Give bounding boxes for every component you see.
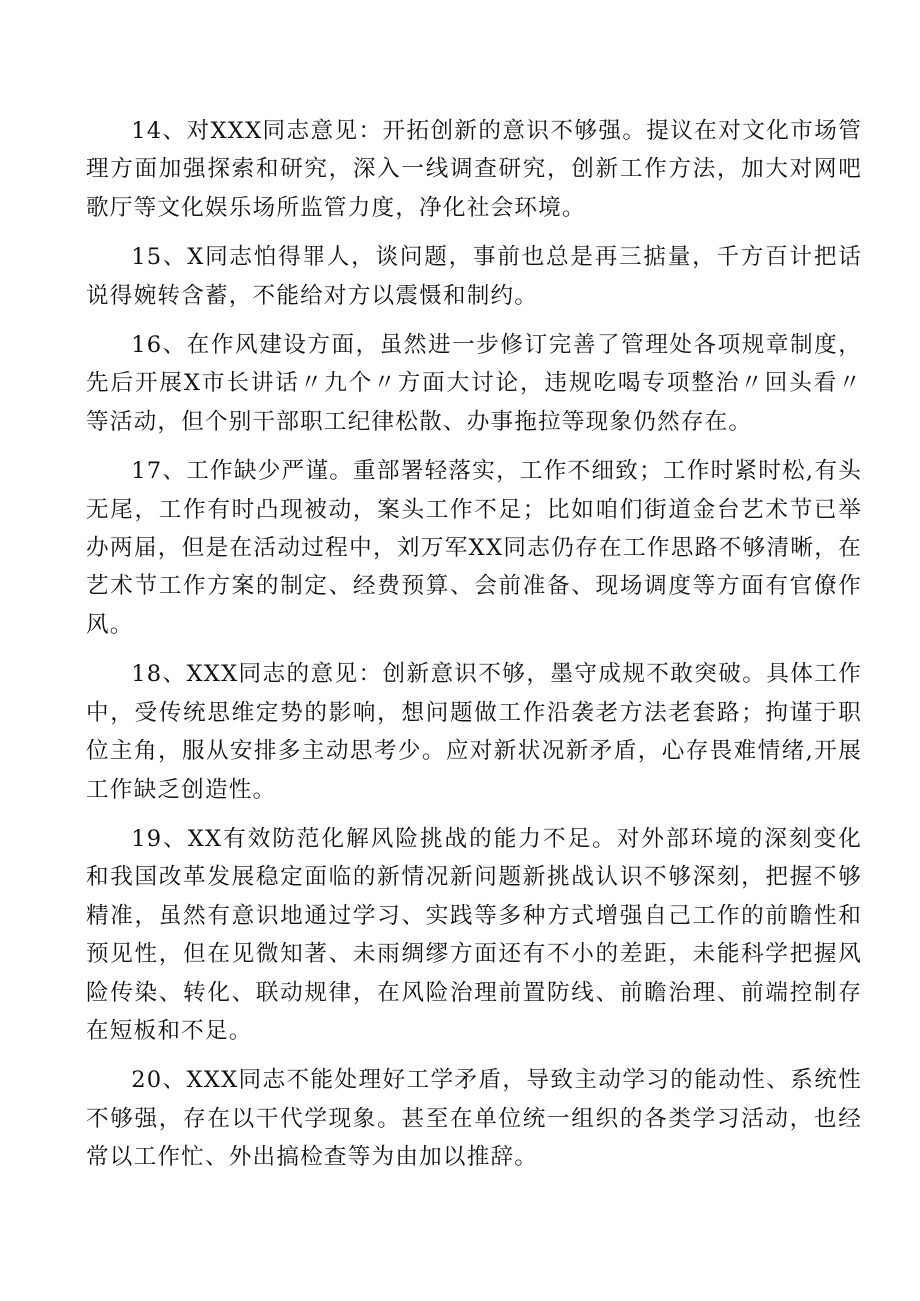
paragraph-17: 17、工作缺少严谨。重部署轻落实，工作不细致；工作时紧时松,有头无尾，工作有时凸现被动，案头工作不足；比如咱们街道金台艺术节已举办两届，但是在活动过程中，刘万军XX同志仍存在工作思路不够清晰，在艺术节工作方案的制定、经费预算、会前准备、现场调度等方面有官僚作风。: [86, 458, 862, 638]
paragraph-20: 20、XXX同志不能处理好工学矛盾，导致主动学习的能动性、系统性不够强，存在以干代学现象。甚至在单位统一组织的各类学习活动，也经常以工作忙、外出搞检查等为由加以推辞。: [86, 1067, 862, 1171]
paragraph-15: 15、X同志怕得罪人，谈问题，事前也总是再三掂量，千方百计把话说得婉转含蓄，不能给对方以震慑和制约。: [86, 244, 862, 309]
document-body: [86, 112, 862, 1188]
paragraph-14: 14、对XXX同志意见：开拓创新的意识不够强。提议在对文化市场管理方面加强探索和研究，深入一线调查研究，创新工作方法，加大对网吧歌厅等文化娱乐场所监管力度，净化社会环境。: [86, 118, 862, 221]
paragraph-16: 16、在作风建设方面，虽然进一步修订完善了管理处各项规章制度，先后开展X市长讲话〃九个〃方面大讨论，违规吃喝专项整治〃回头看〃等活动，但个别干部职工纪律松散、办事拖拉等现象仍然存在。: [86, 332, 862, 435]
paragraph-19: 19、XX有效防范化解风险挑战的能力不足。对外部环境的深刻变化和我国改革发展稳定面临的新情况新问题新挑战认识不够深刻，把握不够精准，虽然有意识地通过学习、实践等多种方式增强自己工作的前瞻性和预见性，但在见微知著、未雨绸缪方面还有不小的差距，未能科学把握风险传染、转化、联动规律，在风险治理前置防线、前瞻治理、前端控制存在短板和不足。: [86, 825, 862, 1044]
paragraph-18: 18、XXX同志的意见：创新意识不够，墨守成规不敢突破。具体工作中，受传统思维定势的影响，想问题做工作沿袭老方法老套路；拘谨于职位主角，服从安排多主动思考少。应对新状况新矛盾，心存畏难情绪,开展工作缺乏创造性。: [86, 661, 862, 803]
